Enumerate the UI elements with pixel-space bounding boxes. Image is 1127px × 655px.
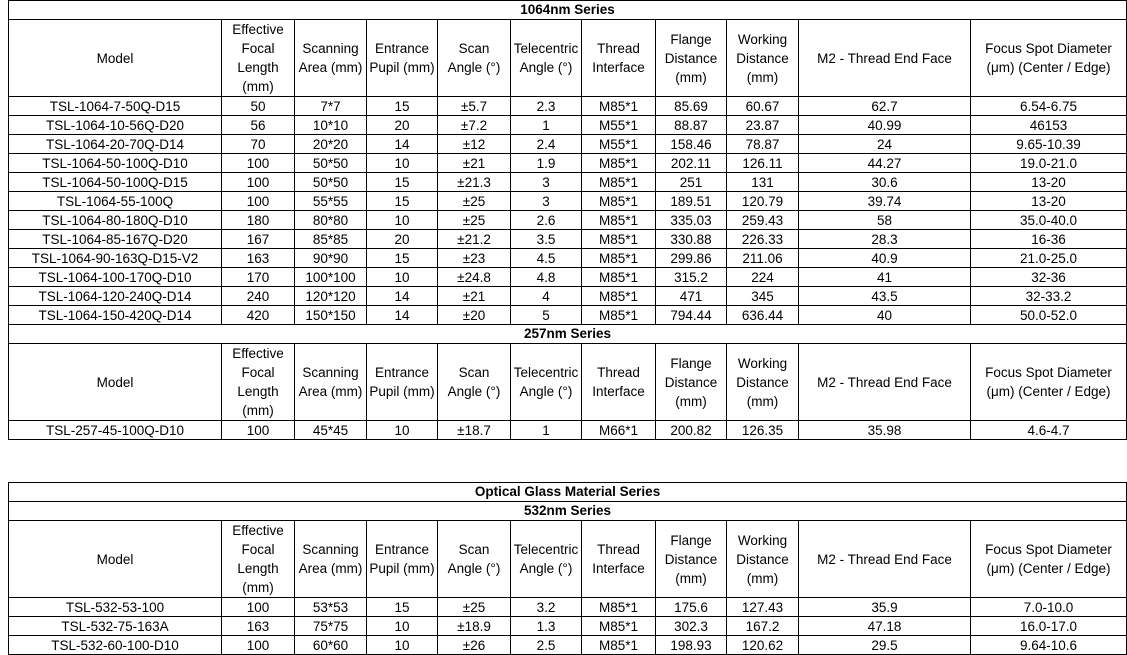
cell-scan-angle: ±21.3 xyxy=(438,173,511,192)
cell-m2-thread-end-face: 47.18 xyxy=(799,617,971,636)
table-row xyxy=(9,306,1127,325)
cell-flange-distance: 315.2 xyxy=(656,268,727,287)
cell-thread-interface: M85*1 xyxy=(582,636,656,655)
cell-effective-focal-length: 100 xyxy=(222,154,295,173)
cell-flange-distance: 335.03 xyxy=(656,211,727,230)
cell-thread-interface: M85*1 xyxy=(582,598,656,617)
cell-focus-spot-diameter: 9.64-10.6 xyxy=(971,636,1127,655)
cell-model: TSL-1064-100-170Q-D10 xyxy=(9,268,222,287)
header-effective-focal-length: Effective Focal Length (mm) xyxy=(222,344,295,421)
cell-thread-interface: M85*1 xyxy=(582,154,656,173)
cell-telecentric-angle: 3 xyxy=(511,192,582,211)
header-focus-spot-diameter: Focus Spot Diameter (μm) (Center / Edge) xyxy=(971,521,1127,598)
cell-entrance-pupil: 14 xyxy=(367,306,438,325)
cell-focus-spot-diameter: 13-20 xyxy=(971,192,1127,211)
section-title: 532nm Series xyxy=(9,502,1127,521)
cell-telecentric-angle: 2.4 xyxy=(511,135,582,154)
cell-entrance-pupil: 15 xyxy=(367,173,438,192)
cell-focus-spot-diameter: 7.0-10.0 xyxy=(971,598,1127,617)
header-working-distance: Working Distance (mm) xyxy=(727,20,799,97)
table-row xyxy=(9,268,1127,287)
cell-model: TSL-1064-10-56Q-D20 xyxy=(9,116,222,135)
cell-flange-distance: 200.82 xyxy=(656,421,727,440)
cell-thread-interface: M85*1 xyxy=(582,230,656,249)
cell-thread-interface: M85*1 xyxy=(582,192,656,211)
cell-entrance-pupil: 15 xyxy=(367,97,438,116)
cell-focus-spot-diameter: 32-33.2 xyxy=(971,287,1127,306)
cell-scan-angle: ±21 xyxy=(438,287,511,306)
cell-effective-focal-length: 100 xyxy=(222,598,295,617)
table-row xyxy=(9,230,1127,249)
blank-rows xyxy=(8,440,1056,482)
cell-model: TSL-1064-50-100Q-D10 xyxy=(9,154,222,173)
cell-entrance-pupil: 14 xyxy=(367,287,438,306)
cell-thread-interface: M85*1 xyxy=(582,249,656,268)
cell-focus-spot-diameter: 35.0-40.0 xyxy=(971,211,1127,230)
cell-flange-distance: 302.3 xyxy=(656,617,727,636)
header-scan-angle: Scan Angle (°) xyxy=(438,521,511,598)
cell-telecentric-angle: 2.6 xyxy=(511,211,582,230)
cell-model: TSL-257-45-100Q-D10 xyxy=(9,421,222,440)
cell-flange-distance: 330.88 xyxy=(656,230,727,249)
cell-focus-spot-diameter: 16-36 xyxy=(971,230,1127,249)
cell-scanning-area: 55*55 xyxy=(295,192,367,211)
cell-working-distance: 211.06 xyxy=(727,249,799,268)
header-thread-interface: Thread Interface xyxy=(582,344,656,421)
cell-working-distance: 127.43 xyxy=(727,598,799,617)
header-m2-thread-end-face: M2 - Thread End Face xyxy=(799,344,971,421)
table-row xyxy=(9,135,1127,154)
glass-series-title: Optical Glass Material Series xyxy=(9,483,1127,502)
cell-m2-thread-end-face: 43.5 xyxy=(799,287,971,306)
cell-scan-angle: ±25 xyxy=(438,211,511,230)
cell-working-distance: 636.44 xyxy=(727,306,799,325)
cell-flange-distance: 85.69 xyxy=(656,97,727,116)
header-entrance-pupil: Entrance Pupil (mm) xyxy=(367,521,438,598)
header-thread-interface: Thread Interface xyxy=(582,20,656,97)
cell-focus-spot-diameter: 32-36 xyxy=(971,268,1127,287)
cell-m2-thread-end-face: 44.27 xyxy=(799,154,971,173)
cell-flange-distance: 189.51 xyxy=(656,192,727,211)
header-flange-distance: Flange Distance (mm) xyxy=(656,344,727,421)
lens-spec-table-top xyxy=(8,0,1127,440)
cell-effective-focal-length: 56 xyxy=(222,116,295,135)
cell-entrance-pupil: 10 xyxy=(367,636,438,655)
cell-focus-spot-diameter: 4.6-4.7 xyxy=(971,421,1127,440)
cell-flange-distance: 202.11 xyxy=(656,154,727,173)
cell-telecentric-angle: 1 xyxy=(511,421,582,440)
cell-scanning-area: 100*100 xyxy=(295,268,367,287)
cell-working-distance: 120.62 xyxy=(727,636,799,655)
cell-model: TSL-1064-50-100Q-D15 xyxy=(9,173,222,192)
cell-flange-distance: 198.93 xyxy=(656,636,727,655)
header-scanning-area: Scanning Area (mm) xyxy=(295,20,367,97)
cell-effective-focal-length: 100 xyxy=(222,421,295,440)
cell-telecentric-angle: 2.5 xyxy=(511,636,582,655)
cell-model: TSL-1064-80-180Q-D10 xyxy=(9,211,222,230)
header-effective-focal-length: Effective Focal Length (mm) xyxy=(222,20,295,97)
cell-flange-distance: 299.86 xyxy=(656,249,727,268)
cell-entrance-pupil: 20 xyxy=(367,116,438,135)
header-thread-interface: Thread Interface xyxy=(582,521,656,598)
cell-flange-distance: 794.44 xyxy=(656,306,727,325)
header-scanning-area: Scanning Area (mm) xyxy=(295,521,367,598)
cell-effective-focal-length: 180 xyxy=(222,211,295,230)
table-row xyxy=(9,116,1127,135)
cell-thread-interface: M85*1 xyxy=(582,287,656,306)
cell-thread-interface: M55*1 xyxy=(582,135,656,154)
cell-working-distance: 224 xyxy=(727,268,799,287)
cell-scan-angle: ±7.2 xyxy=(438,116,511,135)
cell-thread-interface: M85*1 xyxy=(582,97,656,116)
cell-working-distance: 60.67 xyxy=(727,97,799,116)
cell-effective-focal-length: 50 xyxy=(222,97,295,116)
cell-scan-angle: ±5.7 xyxy=(438,97,511,116)
cell-scanning-area: 90*90 xyxy=(295,249,367,268)
cell-telecentric-angle: 3.5 xyxy=(511,230,582,249)
cell-working-distance: 167.2 xyxy=(727,617,799,636)
cell-scanning-area: 120*120 xyxy=(295,287,367,306)
cell-scanning-area: 53*53 xyxy=(295,598,367,617)
cell-model: TSL-532-60-100-D10 xyxy=(9,636,222,655)
cell-effective-focal-length: 163 xyxy=(222,249,295,268)
cell-scan-angle: ±24.8 xyxy=(438,268,511,287)
cell-model: TSL-1064-85-167Q-D20 xyxy=(9,230,222,249)
header-scanning-area: Scanning Area (mm) xyxy=(295,344,367,421)
cell-m2-thread-end-face: 24 xyxy=(799,135,971,154)
cell-scan-angle: ±25 xyxy=(438,192,511,211)
section-title: 1064nm Series xyxy=(9,1,1127,20)
cell-working-distance: 131 xyxy=(727,173,799,192)
table-row xyxy=(9,154,1127,173)
cell-m2-thread-end-face: 62.7 xyxy=(799,97,971,116)
cell-flange-distance: 88.87 xyxy=(656,116,727,135)
cell-entrance-pupil: 10 xyxy=(367,617,438,636)
cell-model: TSL-1064-150-420Q-D14 xyxy=(9,306,222,325)
cell-flange-distance: 175.6 xyxy=(656,598,727,617)
cell-scan-angle: ±18.9 xyxy=(438,617,511,636)
cell-m2-thread-end-face: 28.3 xyxy=(799,230,971,249)
table-row xyxy=(9,211,1127,230)
cell-effective-focal-length: 100 xyxy=(222,192,295,211)
cell-working-distance: 78.87 xyxy=(727,135,799,154)
table-row xyxy=(9,287,1127,306)
cell-model: TSL-1064-20-70Q-D14 xyxy=(9,135,222,154)
cell-m2-thread-end-face: 40 xyxy=(799,306,971,325)
cell-scanning-area: 85*85 xyxy=(295,230,367,249)
header-telecentric-angle: Telecentric Angle (°) xyxy=(511,20,582,97)
cell-working-distance: 345 xyxy=(727,287,799,306)
cell-model: TSL-532-75-163A xyxy=(9,617,222,636)
table-row xyxy=(9,598,1127,617)
cell-entrance-pupil: 15 xyxy=(367,192,438,211)
cell-focus-spot-diameter: 19.0-21.0 xyxy=(971,154,1127,173)
cell-effective-focal-length: 163 xyxy=(222,617,295,636)
cell-working-distance: 23.87 xyxy=(727,116,799,135)
cell-scanning-area: 150*150 xyxy=(295,306,367,325)
cell-flange-distance: 471 xyxy=(656,287,727,306)
cell-telecentric-angle: 5 xyxy=(511,306,582,325)
cell-effective-focal-length: 167 xyxy=(222,230,295,249)
cell-m2-thread-end-face: 40.9 xyxy=(799,249,971,268)
cell-telecentric-angle: 4.8 xyxy=(511,268,582,287)
table-row xyxy=(9,192,1127,211)
header-entrance-pupil: Entrance Pupil (mm) xyxy=(367,20,438,97)
cell-entrance-pupil: 15 xyxy=(367,598,438,617)
cell-effective-focal-length: 100 xyxy=(222,636,295,655)
header-model: Model xyxy=(9,344,222,421)
cell-flange-distance: 251 xyxy=(656,173,727,192)
header-model: Model xyxy=(9,521,222,598)
cell-thread-interface: M85*1 xyxy=(582,211,656,230)
cell-telecentric-angle: 2.3 xyxy=(511,97,582,116)
cell-model: TSL-1064-55-100Q xyxy=(9,192,222,211)
cell-scan-angle: ±12 xyxy=(438,135,511,154)
cell-flange-distance: 158.46 xyxy=(656,135,727,154)
header-working-distance: Working Distance (mm) xyxy=(727,344,799,421)
table-row xyxy=(9,421,1127,440)
cell-focus-spot-diameter: 6.54-6.75 xyxy=(971,97,1127,116)
cell-telecentric-angle: 4.5 xyxy=(511,249,582,268)
cell-entrance-pupil: 10 xyxy=(367,268,438,287)
cell-scan-angle: ±21 xyxy=(438,154,511,173)
cell-effective-focal-length: 420 xyxy=(222,306,295,325)
cell-telecentric-angle: 3.2 xyxy=(511,598,582,617)
cell-working-distance: 126.35 xyxy=(727,421,799,440)
cell-telecentric-angle: 4 xyxy=(511,287,582,306)
header-telecentric-angle: Telecentric Angle (°) xyxy=(511,521,582,598)
cell-effective-focal-length: 70 xyxy=(222,135,295,154)
cell-entrance-pupil: 10 xyxy=(367,154,438,173)
cell-scanning-area: 80*80 xyxy=(295,211,367,230)
cell-scanning-area: 60*60 xyxy=(295,636,367,655)
cell-scanning-area: 10*10 xyxy=(295,116,367,135)
cell-thread-interface: M85*1 xyxy=(582,268,656,287)
cell-thread-interface: M85*1 xyxy=(582,306,656,325)
cell-focus-spot-diameter: 16.0-17.0 xyxy=(971,617,1127,636)
cell-m2-thread-end-face: 58 xyxy=(799,211,971,230)
cell-scanning-area: 50*50 xyxy=(295,173,367,192)
header-scan-angle: Scan Angle (°) xyxy=(438,20,511,97)
cell-telecentric-angle: 3 xyxy=(511,173,582,192)
cell-thread-interface: M85*1 xyxy=(582,173,656,192)
cell-m2-thread-end-face: 40.99 xyxy=(799,116,971,135)
cell-model: TSL-532-53-100 xyxy=(9,598,222,617)
cell-entrance-pupil: 10 xyxy=(367,211,438,230)
cell-scanning-area: 75*75 xyxy=(295,617,367,636)
cell-model: TSL-1064-90-163Q-D15-V2 xyxy=(9,249,222,268)
cell-scan-angle: ±20 xyxy=(438,306,511,325)
cell-working-distance: 259.43 xyxy=(727,211,799,230)
cell-thread-interface: M55*1 xyxy=(582,116,656,135)
cell-m2-thread-end-face: 41 xyxy=(799,268,971,287)
table-row xyxy=(9,97,1127,116)
cell-effective-focal-length: 100 xyxy=(222,173,295,192)
header-focus-spot-diameter: Focus Spot Diameter (μm) (Center / Edge) xyxy=(971,344,1127,421)
cell-scanning-area: 20*20 xyxy=(295,135,367,154)
table-row xyxy=(9,617,1127,636)
cell-scan-angle: ±18.7 xyxy=(438,421,511,440)
cell-focus-spot-diameter: 21.0-25.0 xyxy=(971,249,1127,268)
cell-model: TSL-1064-120-240Q-D14 xyxy=(9,287,222,306)
cell-scanning-area: 7*7 xyxy=(295,97,367,116)
cell-entrance-pupil: 14 xyxy=(367,135,438,154)
header-flange-distance: Flange Distance (mm) xyxy=(656,20,727,97)
cell-entrance-pupil: 10 xyxy=(367,421,438,440)
cell-scanning-area: 50*50 xyxy=(295,154,367,173)
table-row xyxy=(9,173,1127,192)
cell-focus-spot-diameter: 13-20 xyxy=(971,173,1127,192)
header-scan-angle: Scan Angle (°) xyxy=(438,344,511,421)
section-title: 257nm Series xyxy=(9,325,1127,344)
cell-model: TSL-1064-7-50Q-D15 xyxy=(9,97,222,116)
cell-focus-spot-diameter: 9.65-10.39 xyxy=(971,135,1127,154)
header-m2-thread-end-face: M2 - Thread End Face xyxy=(799,521,971,598)
cell-m2-thread-end-face: 29.5 xyxy=(799,636,971,655)
cell-thread-interface: M66*1 xyxy=(582,421,656,440)
cell-entrance-pupil: 20 xyxy=(367,230,438,249)
spreadsheet xyxy=(8,0,1112,655)
table-row xyxy=(9,636,1127,655)
cell-effective-focal-length: 240 xyxy=(222,287,295,306)
header-working-distance: Working Distance (mm) xyxy=(727,521,799,598)
cell-working-distance: 126.11 xyxy=(727,154,799,173)
header-flange-distance: Flange Distance (mm) xyxy=(656,521,727,598)
cell-telecentric-angle: 1.3 xyxy=(511,617,582,636)
cell-scan-angle: ±26 xyxy=(438,636,511,655)
header-entrance-pupil: Entrance Pupil (mm) xyxy=(367,344,438,421)
cell-thread-interface: M85*1 xyxy=(582,617,656,636)
cell-m2-thread-end-face: 35.98 xyxy=(799,421,971,440)
lens-spec-table-glass xyxy=(8,482,1127,655)
cell-entrance-pupil: 15 xyxy=(367,249,438,268)
header-model: Model xyxy=(9,20,222,97)
header-effective-focal-length: Effective Focal Length (mm) xyxy=(222,521,295,598)
header-m2-thread-end-face: M2 - Thread End Face xyxy=(799,20,971,97)
cell-scan-angle: ±23 xyxy=(438,249,511,268)
cell-m2-thread-end-face: 35.9 xyxy=(799,598,971,617)
cell-effective-focal-length: 170 xyxy=(222,268,295,287)
cell-focus-spot-diameter: 46153 xyxy=(971,116,1127,135)
header-telecentric-angle: Telecentric Angle (°) xyxy=(511,344,582,421)
cell-working-distance: 120.79 xyxy=(727,192,799,211)
cell-scanning-area: 45*45 xyxy=(295,421,367,440)
cell-focus-spot-diameter: 50.0-52.0 xyxy=(971,306,1127,325)
cell-m2-thread-end-face: 39.74 xyxy=(799,192,971,211)
cell-m2-thread-end-face: 30.6 xyxy=(799,173,971,192)
cell-working-distance: 226.33 xyxy=(727,230,799,249)
header-focus-spot-diameter: Focus Spot Diameter (μm) (Center / Edge) xyxy=(971,20,1127,97)
cell-scan-angle: ±25 xyxy=(438,598,511,617)
cell-scan-angle: ±21.2 xyxy=(438,230,511,249)
table-row xyxy=(9,249,1127,268)
cell-telecentric-angle: 1 xyxy=(511,116,582,135)
cell-telecentric-angle: 1.9 xyxy=(511,154,582,173)
